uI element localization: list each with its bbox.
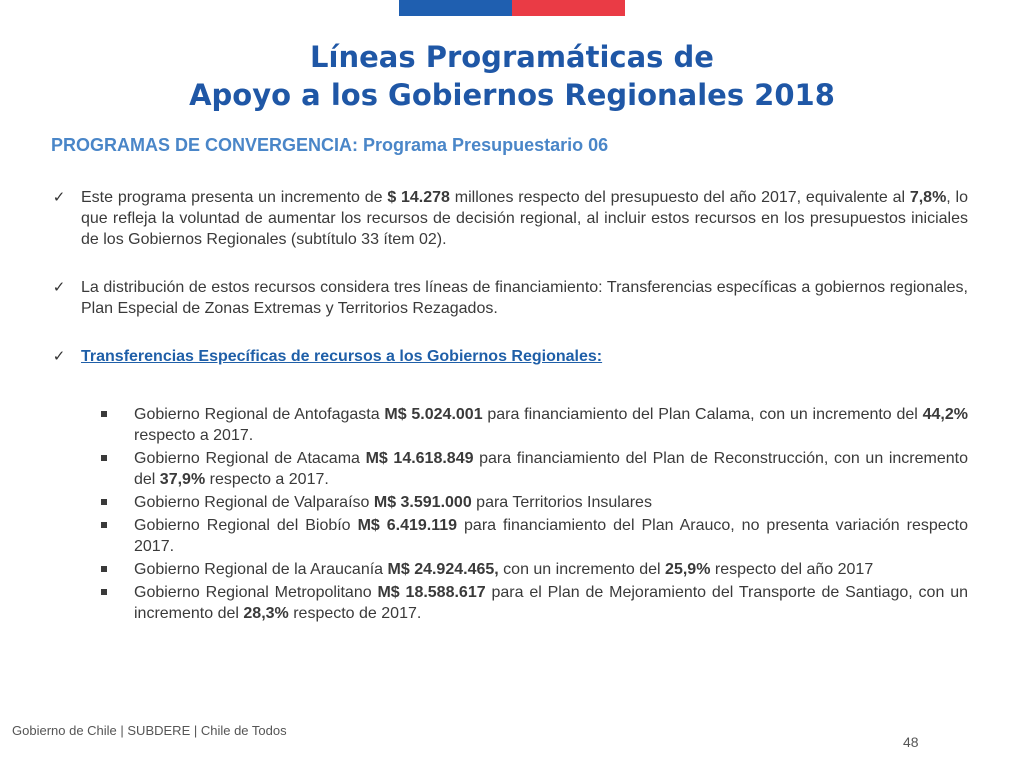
body-text: respecto a 2017. <box>134 427 254 444</box>
emphasis-text: M$ 14.618.849 <box>365 450 474 467</box>
list-item <box>99 404 968 446</box>
transferencias-link[interactable]: Transferencias Específicas de recursos a los Gobiernos Regionales: <box>81 348 603 365</box>
body-text: con un incremento del <box>498 561 666 578</box>
emphasis-text: M$ 3.591.000 <box>373 494 472 511</box>
body-text: para financiamiento del Plan Calama, con un incremento del <box>482 406 923 423</box>
square-bullet-icon <box>101 455 107 461</box>
square-bullet-icon <box>101 499 107 505</box>
title-line-2: Apoyo a los Gobiernos Regionales 2018 <box>189 78 835 112</box>
list-item-text <box>134 559 968 580</box>
emphasis-text: M$ 24.924.465, <box>387 561 499 578</box>
emphasis-text: 7,8% <box>909 189 947 206</box>
body-text: Gobierno Regional de Antofagasta <box>134 406 385 423</box>
title-line-1: Líneas Programáticas de <box>310 40 714 74</box>
square-bullet-icon <box>101 589 107 595</box>
body-text: Gobierno Regional del Biobío <box>134 517 358 534</box>
paragraph-text <box>81 277 968 319</box>
body-text: para Territorios Insulares <box>471 494 652 511</box>
paragraph-text <box>81 187 968 250</box>
page-number: 48 <box>903 734 919 750</box>
body-text: para el Plan de Mejoramiento del Transporte de Santiago, con un incremento del <box>134 584 968 622</box>
check-icon: ✓ <box>52 188 66 206</box>
list-item-text <box>134 515 968 557</box>
check-icon: ✓ <box>52 278 66 296</box>
paragraph-3 <box>51 346 968 367</box>
body-text: respecto del año 2017 <box>710 561 874 578</box>
square-bullet-icon <box>101 411 107 417</box>
body-text: Gobierno Regional Metropolitano <box>134 584 378 601</box>
body-text: Este programa presenta un incremento de <box>81 189 388 206</box>
chile-flag-bar <box>399 0 625 16</box>
list-item <box>99 515 968 557</box>
body-text: Gobierno Regional de Valparaíso <box>134 494 374 511</box>
emphasis-text: 25,9% <box>665 561 711 578</box>
list-item <box>99 559 968 580</box>
flag-blue-stripe <box>399 0 512 16</box>
square-bullet-icon <box>101 522 107 528</box>
section-subheading: PROGRAMAS DE CONVERGENCIA: Programa Presupuestario 06 <box>51 135 609 155</box>
emphasis-text: 44,2% <box>922 406 968 423</box>
body-text: La distribución de estos recursos considera tres líneas de financiamiento: Transferencias específicas a gobiernos regionales, Plan Especial de Zonas Extremas y Territorios Rezagados. <box>81 279 968 317</box>
list-item-text <box>134 404 968 446</box>
body-text: Gobierno Regional de Atacama <box>134 450 366 467</box>
paragraph-2 <box>51 277 968 319</box>
emphasis-text: 37,9% <box>159 471 206 488</box>
list-item-text <box>134 582 968 624</box>
body-text: , lo que refleja la voluntad de aumentar los recursos de decisión regional, al incluir estos recursos en los presupuestos iniciales de los Gobiernos Regionales (subtítulo 33 ítem 02). <box>81 189 968 248</box>
body-text: para financiamiento del Plan de Reconstrucción, con un incremento del <box>134 450 969 488</box>
list-item <box>99 582 968 624</box>
emphasis-text: 28,3% <box>243 605 289 622</box>
list-item-text <box>134 492 968 513</box>
body-text: Gobierno Regional de la Araucanía <box>134 561 388 578</box>
bullet-list <box>99 404 968 626</box>
list-item <box>99 448 968 490</box>
body-text: para financiamiento del Plan Arauco, no presenta variación respecto 2017. <box>134 517 969 555</box>
emphasis-text: M$ 6.419.119 <box>357 517 458 534</box>
body-text: respecto de 2017. <box>288 605 422 622</box>
body-text: respecto a 2017. <box>205 471 329 488</box>
emphasis-text: M$ 18.588.617 <box>377 584 486 601</box>
flag-red-stripe <box>512 0 625 16</box>
emphasis-text: $ 14.278 <box>387 189 450 206</box>
list-item <box>99 492 968 513</box>
emphasis-text: M$ 5.024.001 <box>384 406 483 423</box>
slide-title <box>0 38 1024 114</box>
check-icon: ✓ <box>52 347 66 365</box>
square-bullet-icon <box>101 566 107 572</box>
paragraph-1 <box>51 187 968 250</box>
body-text: millones respecto del presupuesto del año 2017, equivalente al <box>449 189 910 206</box>
list-item-text <box>134 448 968 490</box>
footer-text: Gobierno de Chile | SUBDERE | Chile de Todos <box>12 723 287 738</box>
